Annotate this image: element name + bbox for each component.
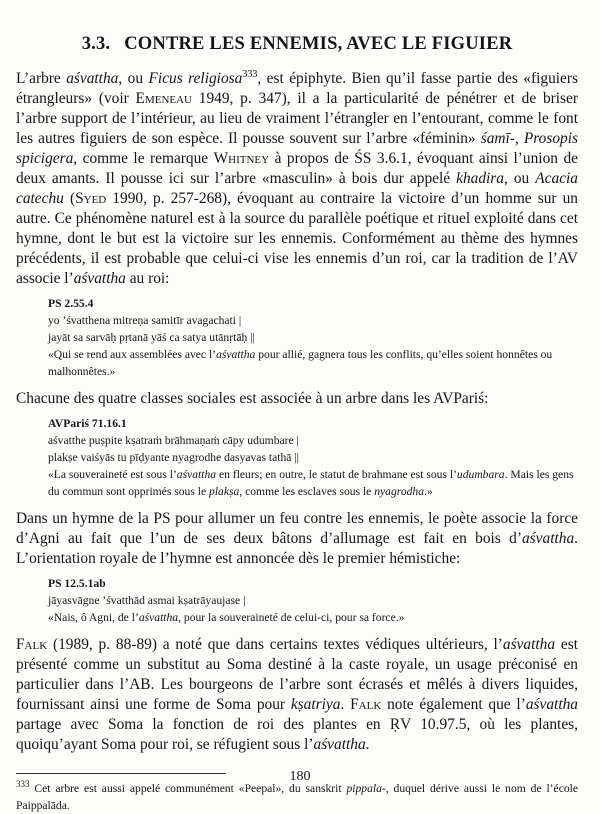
text-run: . L’orientation royale de l’hymne est annoncée dès le premier hémistiche: [16, 530, 578, 567]
author-syed: Syed [75, 190, 107, 207]
term-khadira: khadira [456, 170, 504, 187]
quote-ps-2-55-4 [48, 295, 578, 380]
term-asvattha: aśvattha [176, 468, 217, 481]
text-run: , pour la souveraineté de celui-ci, pour sa force.» [178, 611, 405, 624]
section-number: 3.3. [81, 34, 111, 54]
sanskrit-line: plakṣe vaiśyās tu pīḍyante nyagrodhe dasyavas tathā || [48, 451, 299, 464]
text-run: est présenté comme un substitut au Soma destiné à la caste royale, un usage préconisé en particulier dans l’AB. Les bourgeons de l’arbre sont écrasés et mêlés à divers liquides, fournissant ainsi une forme de Soma pour [16, 636, 578, 713]
quote-avparis-71-16-1 [48, 415, 578, 500]
term-asvattha: aśvattha [525, 696, 578, 713]
text-run: «Nais, ô Agni, de l’ [48, 611, 139, 624]
sanskrit-line: yo ’śvatthena mitreṇa samitīr avagachati | [48, 314, 242, 327]
term-plaksa: plakṣa [209, 485, 240, 498]
term-asvattha: aśvattha [216, 348, 256, 361]
text-run: à propos de ŚS 3.6.1, évoquant ainsi l’union de deux amants. Il pousse ici sur l’arbre «masculin» à bois dur appelé [16, 150, 578, 187]
paragraph-agni [16, 509, 578, 569]
section-heading [16, 34, 578, 55]
text-run: , comme les esclaves sous le [239, 485, 375, 498]
text-run: «Qui se rend aux assemblées avec l’ [48, 348, 217, 361]
text-run: , ou [118, 70, 149, 87]
author-falk: Falk [350, 696, 382, 713]
footnote-333 [16, 780, 578, 814]
term-ksatriya: kṣatriya [290, 696, 341, 713]
quote-reference: PS 12.5.1ab [48, 577, 106, 590]
text-run: , est épiphyte. Bien qu’il fasse partie des «figuiers étrangleurs» (voir [16, 70, 578, 107]
text-run: (1989, p. 88-89) a noté que dans certains textes védiques ultérieurs, l’ [47, 636, 503, 653]
text-run: «La souveraineté est sous l’ [48, 468, 177, 481]
sanskrit-line: jāyasvāgne ’śvatthād asmai kṣatrāyaujase | [48, 594, 246, 607]
term-udumbara: udumbara [456, 468, 505, 481]
sanskrit-line: jayāt sa sarvāḥ pṛtanā yāś ca satya utānṛtāḥ || [48, 331, 255, 344]
text-run: en fleurs; en outre, le statut de brahmane est sous l’ [216, 468, 457, 481]
term-pippala: pippala- [346, 782, 386, 795]
text-run: note également que l’ [381, 696, 526, 713]
quote-ps-12-5-1ab [48, 575, 578, 626]
text-run: . Mais les gens du commun sont opprimés sous le [48, 468, 574, 498]
text-run: L’arbre [16, 70, 67, 87]
text-run: 1949, p. 347), il a la particularité de pénétrer et de briser l’arbre support de l’intérieur, au lieu de vraiment l’étrangler en l’entourant, comme le font les autres figuiers de son espèce. Il pousse souvent sur l’arbre «féminin» [16, 90, 578, 147]
author-whitney: Whitney [213, 150, 270, 167]
paragraph-falk [16, 635, 578, 755]
quote-reference: PS 2.55.4 [48, 297, 94, 310]
text-run: Cet arbre est aussi appelé communément «Peepal», du sanskrit [29, 782, 347, 795]
text-run: ( [63, 190, 76, 207]
text-run: , comme le remarque [73, 150, 214, 167]
author-falk: Falk [16, 636, 48, 653]
footnote-number: 333 [16, 779, 30, 790]
text-run: , ou [504, 170, 536, 187]
translation [48, 466, 578, 500]
sanskrit-line: aśvatthe puṣpite kṣatraṁ brāhmaṇaṁ cāpy udumbare | [48, 434, 299, 447]
text-run: Dans un hymne de la PS pour allumer un feu contre les ennemis, le poète associe la force d’Agni au fait que l’un de ses deux bâtons d’allumage est fait en bois d’ [16, 510, 578, 547]
text-run: . [365, 736, 370, 753]
translation [48, 609, 578, 626]
text-run: .» [424, 485, 433, 498]
term-asvattha: aśvattha [502, 636, 556, 653]
text-run: , [514, 130, 524, 147]
paragraph-classes: Chacune des quatre classes sociales est associée à un arbre dans les AVPariś: [16, 390, 489, 407]
term-asvattha: aśvattha [521, 530, 575, 547]
term-ficus: Ficus religiosa [148, 70, 243, 87]
text-run: au roi: [125, 270, 170, 287]
footnote-marker[interactable]: 333 [242, 68, 258, 80]
author-emeneau: Emeneau [135, 90, 192, 107]
text-run: pour allié, gagnera tous les conflits, qu’elles soient honnêtes ou malhonnêtes.» [48, 348, 553, 378]
text-run: . [340, 696, 351, 713]
translation [48, 346, 578, 380]
term-sami: śamī- [480, 130, 515, 147]
term-asvattha: aśvattha [66, 70, 119, 87]
page-number: 180 [289, 769, 311, 784]
paragraph-intro [16, 69, 578, 289]
text-run: , duquel dérive aussi le nom de l’école Paippalāda. [16, 782, 579, 812]
term-asvattha: aśvattha [73, 270, 126, 287]
text-run: 1990, p. 257-268), évoquant au contraire la victoire d’un homme sur un autre. Ce phénomène naturel est à la source du parallèle poétique et rituel exploité dans cet hymne, dont le but est la victoire sur les ennemis. Conformément au thème des hymnes précédents, il est probable que celui-ci vise les ennemis d’un roi, car la tradition de l’AV associe l’ [16, 190, 578, 287]
term-nyagrodha: nyagrodha [374, 485, 425, 498]
term-acacia: Acacia catechu [16, 170, 578, 207]
term-asvattha: aśvattha [138, 611, 179, 624]
section-title: CONTRE LES ENNEMIS, AVEC LE FIGUIER [124, 34, 513, 54]
quote-reference: AVPariś 71.16.1 [48, 417, 127, 430]
term-prosopis: Prosopis spicigera [16, 130, 578, 167]
term-asvattha: aśvattha [313, 736, 366, 753]
text-run: partage avec Soma la fonction de roi des plantes en ṚV 10.97.5, où les plantes, quoiqu’ayant Soma pour roi, se réfugient sous l’ [16, 716, 578, 753]
